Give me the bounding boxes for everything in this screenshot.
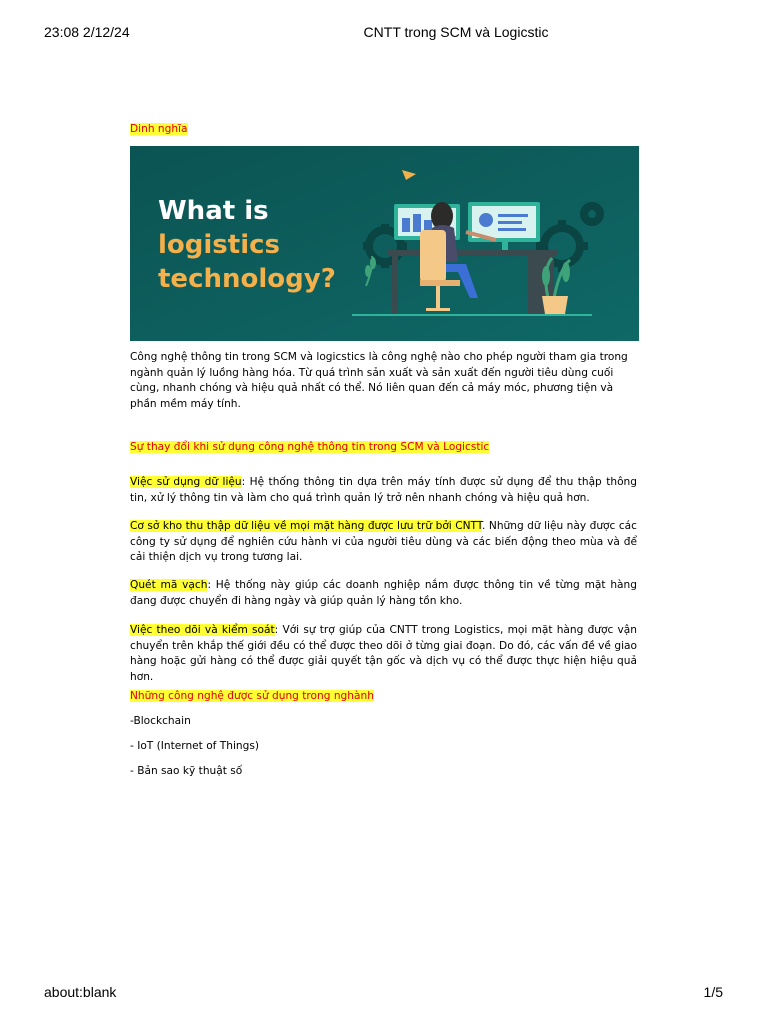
change-term: Quét mã vạch xyxy=(130,579,208,591)
technologies-heading xyxy=(130,689,374,705)
change-description: : Hệ thống thông tin dựa trên máy tính được sử dụng để thu thập thông tin, xử lý thông tin và làm cho quá trình quản lý trở nên nhanh chóng và hiệu quả hơn. xyxy=(130,476,637,504)
technology-item: - Bản sao kỹ thuật số xyxy=(130,765,243,777)
page-url: about:blank xyxy=(44,984,117,1000)
definition-paragraph: Công nghệ thông tin trong SCM và logicstics là công nghệ nào cho phép người tham gia trong ngành quản lý luồng hàng hóa. Từ quá trình sản xuất và sản xuất đến người tiêu dùng cuối cùng, nhanh chóng và hiệu quả nhất có thể. Nó liên quan đến cả máy móc, phương tiện và phần mềm máy tính. xyxy=(130,351,628,410)
change-item xyxy=(130,578,637,609)
change-term: Việc theo dõi và kiểm soát xyxy=(130,624,275,636)
definition-heading-text: Dinh nghĩa xyxy=(130,123,188,135)
technology-item: -Blockchain xyxy=(130,715,191,727)
technology-item: - IoT (Internet of Things) xyxy=(130,740,259,752)
changes-heading-text: Sự thay đổi khi sử dụng công nghệ thông tin trong SCM và Logicstic xyxy=(130,441,490,453)
print-datetime: 23:08 2/12/24 xyxy=(44,24,130,40)
banner-title xyxy=(158,194,336,296)
change-term: Cơ sở kho thu thập dữ liệu về mọi mặt hàng được lưu trữ bởi CNTT xyxy=(130,520,483,532)
changes-heading xyxy=(130,440,489,456)
banner-title-line3: technology? xyxy=(158,264,336,294)
definition-heading xyxy=(130,122,188,138)
document-title: CNTT trong SCM và Logicstic xyxy=(363,24,549,40)
change-item xyxy=(130,475,637,506)
banner-title-line1: What is xyxy=(158,196,269,226)
page-number: 1/5 xyxy=(703,984,723,1000)
banner-title-line2: logistics xyxy=(158,230,281,260)
change-item xyxy=(130,623,637,685)
change-description: . Những dữ liệu này được các công ty sử dụng để nghiên cứu hành vi của người tiêu dùng và các biến động theo mùa và để cải thiện dịch vụ trong tương lai. xyxy=(130,520,637,563)
change-description: : Với sự trợ giúp của CNTT trong Logistics, mọi mặt hàng được vận chuyển trên khắp thế giới đều có thể được theo dõi ở từng giai đoạn. Do đó, các vấn đề về giao hàng hoặc gửi hàng có thể được giải quyết tận gốc và dịch vụ có thể được thực hiện hiệu quả hơn. xyxy=(130,624,637,683)
change-term: Việc sử dụng dữ liệu xyxy=(130,476,242,488)
change-description: : Hệ thống này giúp các doanh nghiệp nắm được thông tin về từng mặt hàng đang được chuyển đi hàng ngày và giúp quản lý hàng tồn kho. xyxy=(130,579,637,607)
change-item xyxy=(130,519,637,566)
logistics-technology-banner xyxy=(130,146,639,341)
technologies-heading-text: Những công nghệ được sử dụng trong nghành xyxy=(130,690,374,702)
